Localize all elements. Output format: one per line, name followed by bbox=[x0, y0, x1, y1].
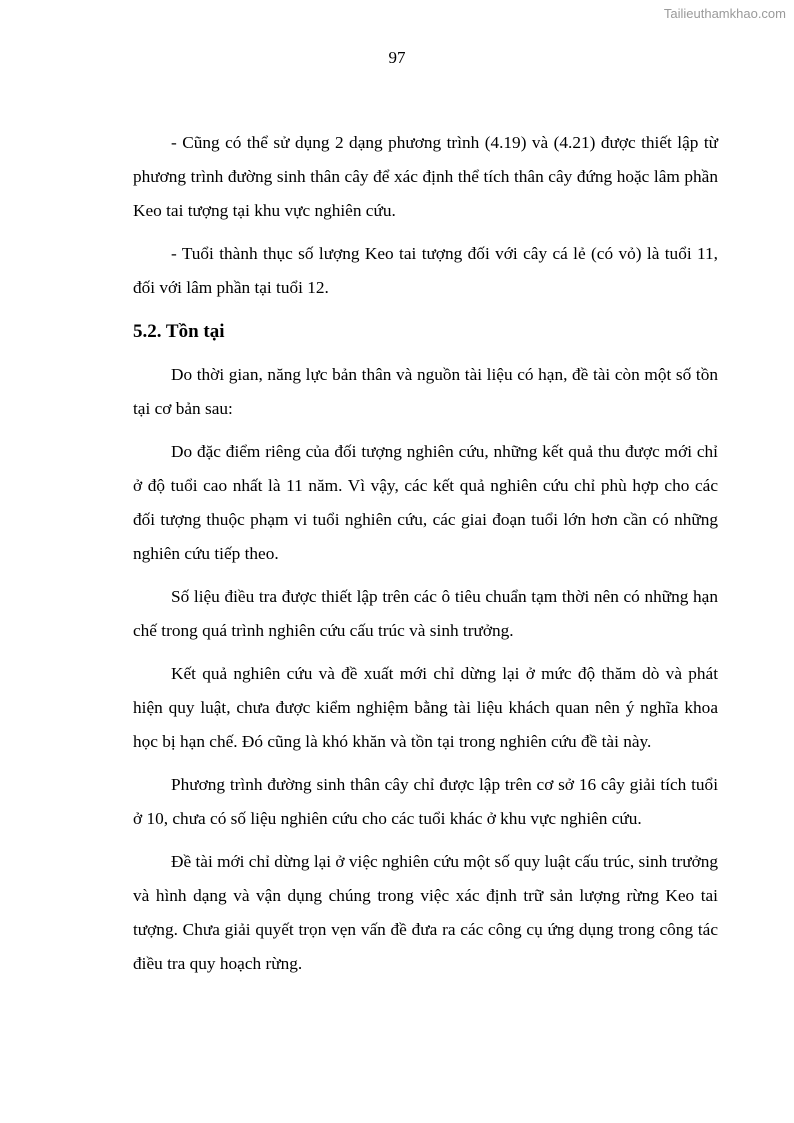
paragraph: - Cũng có thể sử dụng 2 dạng phương trình (4.19) và (4.21) được thiết lập từ phương trình đường sinh thân cây để xác định thể tích thân cây đứng hoặc lâm phần Keo tai tượng tại khu vực nghiên cứu. bbox=[133, 133, 718, 220]
paragraph: Do thời gian, năng lực bản thân và nguồn tài liệu có hạn, đề tài còn một số tồn tại cơ bản sau: bbox=[133, 365, 718, 418]
page-number: 97 bbox=[388, 48, 406, 67]
paragraph: Số liệu điều tra được thiết lập trên các ô tiêu chuẩn tạm thời nên có những hạn chế trong quá trình nghiên cứu cấu trúc và sinh trưởng. bbox=[133, 587, 718, 640]
paragraph: - Tuổi thành thục số lượng Keo tai tượng đối với cây cá lẻ (có vỏ) là tuổi 11, đối với lâm phần tại tuổi 12. bbox=[133, 244, 718, 297]
paragraph: Đề tài mới chỉ dừng lại ở việc nghiên cứu một số quy luật cấu trúc, sinh trưởng và hình dạng và vận dụng chúng trong việc xác định trữ sản lượng rừng Keo tai tượng. Chưa giải quyết trọn vẹn vấn đề đưa ra các công cụ ứng dụng trong công tác điều tra quy hoạch rừng. bbox=[133, 852, 718, 973]
watermark: Tailieuthamkhao.com bbox=[663, 6, 786, 21]
paragraph: Do đặc điểm riêng của đối tượng nghiên cứu, những kết quả thu được mới chỉ ở độ tuổi cao nhất là 11 năm. Vì vậy, các kết quả nghiên cứu chỉ phù hợp cho các đối tượng thuộc phạm vi tuổi nghiên cứu, các giai đoạn tuổi lớn hơn cần có những nghiên cứu tiếp theo. bbox=[133, 442, 718, 563]
paragraph: Phương trình đường sinh thân cây chỉ được lập trên cơ sở 16 cây giải tích tuổi ở 10, chưa có số liệu nghiên cứu cho các tuổi khác ở khu vực nghiên cứu. bbox=[133, 775, 718, 828]
document-body bbox=[133, 126, 718, 990]
paragraph: Kết quả nghiên cứu và đề xuất mới chỉ dừng lại ở mức độ thăm dò và phát hiện quy luật, chưa được kiểm nghiệm bằng tài liệu khách quan nên ý nghĩa khoa học bị hạn chế. Đó cũng là khó khăn và tồn tại trong nghiên cứu đề tài này. bbox=[133, 664, 718, 751]
section-heading: 5.2. Tồn tại bbox=[133, 321, 225, 342]
